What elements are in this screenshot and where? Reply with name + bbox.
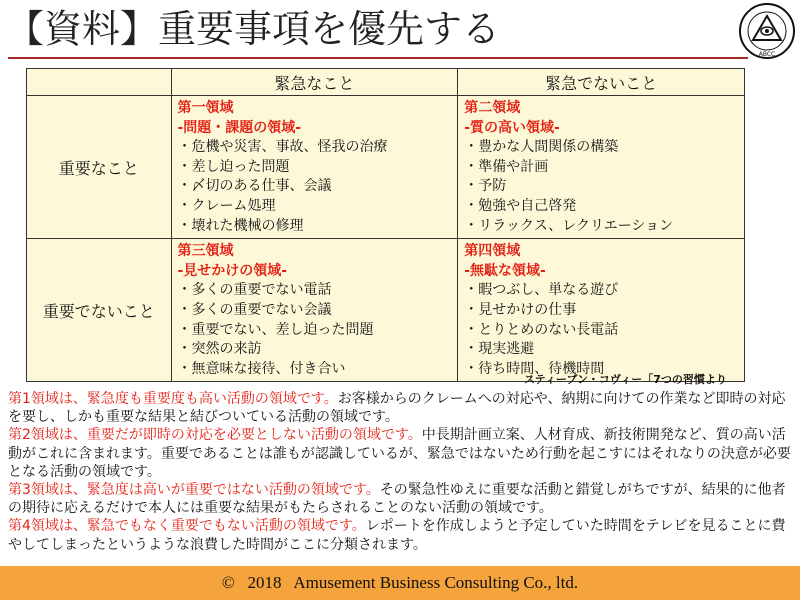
row-header-important: 重要なこと (27, 96, 172, 239)
note-paragraph (8, 390, 794, 426)
note-highlight: 第4領域は、緊急でもなく重要でもない活動の領域です。 (8, 518, 366, 535)
list-item: ・突然の来訪 (177, 341, 262, 358)
list-item: ・予防 (464, 178, 507, 195)
quadrant-items (178, 138, 452, 236)
quadrant-2 (458, 96, 745, 239)
footer-bar (0, 566, 800, 600)
copyright-symbol: © (221, 573, 235, 592)
quadrant-1 (171, 96, 458, 239)
list-item: ・クレーム処理 (177, 197, 276, 214)
list-item: ・無意味な接待、付き合い (177, 360, 346, 377)
note-text: レポートを作成しようと予定していた時間をテレビを見ることに費やしてしまったというような浪費した時間がここに分類されます。 (8, 518, 786, 553)
notes-section (8, 390, 794, 554)
copyright-year: 2018 (247, 573, 282, 592)
quadrant-name: 第二領域 (464, 100, 521, 116)
note-highlight: 第1領域は、緊急度も重要度も高い活動の領域です。 (8, 391, 338, 407)
note-text: その緊急性ゆえに重要な活動と錯覚しがちですが、結果的に他者の期待に応えるだけで本人には重要な結果がもたらされることのない活動の領域です。 (8, 482, 786, 517)
company-name: Amusement Business Consulting Co., ltd. (293, 573, 579, 592)
list-item: ・とりとめのない長電話 (464, 321, 619, 338)
quadrant-name: 第三領域 (177, 243, 234, 260)
logo-text: ABCC (758, 51, 776, 58)
note-highlight: 第3領域は、緊急度は高いが重要ではない活動の領域です。 (8, 482, 380, 499)
list-item: ・多くの重要でない電話 (177, 282, 332, 299)
matrix-corner (27, 69, 172, 96)
list-item: ・現実逃避 (464, 341, 535, 358)
list-item: ・差し迫った問題 (177, 158, 290, 175)
note-text: お客様からのクレームへの対応や、納期に向けての作業など即時の対応を要し、しかも重要な結果と結びついている活動の領域です。 (8, 391, 786, 426)
source-citation: スティーブン・コヴィー「7つの習慣より (524, 373, 727, 386)
col-header-not-urgent: 緊急でないこと (458, 69, 745, 96)
title-underline (8, 57, 748, 59)
list-item: ・危機や災害、事故、怪我の治療 (177, 139, 388, 156)
note-paragraph (8, 481, 794, 517)
time-management-matrix (26, 68, 745, 382)
list-item: ・見せかけの仕事 (464, 301, 577, 318)
row-header-not-important: 重要でないこと (27, 239, 172, 382)
quadrant-4 (458, 239, 745, 382)
page-title: 【資料】重要事項を優先する (6, 7, 501, 51)
note-text: 中長期計画立案、人材育成、新技術開発など、質の高い活動がこれに含まれます。重要であることは誰もが認識しているが、緊急ではないため行動を起こすにはそれなりの決意が必要となる活動の領域です。 (8, 427, 791, 480)
list-item: ・多くの重要でない会議 (177, 301, 332, 318)
note-paragraph (8, 517, 794, 553)
list-item: ・豊かな人間関係の構築 (464, 139, 619, 156)
list-item: ・勉強や自己啓発 (464, 197, 577, 214)
list-item: ・リラックス、レクリエーション (464, 217, 674, 234)
quadrant-3 (171, 239, 458, 382)
eye-triangle-logo-icon (738, 2, 796, 60)
note-highlight: 第2領域は、重要だが即時の対応を必要としない活動の領域です。 (8, 427, 422, 444)
list-item: ・重要でない、差し迫った問題 (177, 321, 374, 338)
quadrant-subtitle: -無駄な領域- (464, 262, 546, 279)
list-item: ・壊れた機械の修理 (177, 217, 304, 234)
company-logo (738, 2, 796, 60)
list-item: ・待ち時間、待機時間 (464, 360, 605, 377)
quadrant-name: 第一領域 (177, 100, 234, 116)
list-item: ・暇つぶし、単なる遊び (464, 282, 619, 299)
quadrant-subtitle: -見せかけの領域- (177, 262, 288, 279)
quadrant-subtitle: -質の高い領域- (464, 119, 560, 136)
col-header-urgent: 緊急なこと (171, 69, 458, 96)
quadrant-name: 第四領域 (464, 243, 521, 260)
note-paragraph (8, 426, 794, 481)
quadrant-subtitle: -問題・課題の領域- (177, 119, 302, 136)
quadrant-items (464, 138, 738, 236)
quadrant-items (464, 281, 738, 379)
list-item: ・〆切のある仕事、会議 (177, 178, 332, 195)
list-item: ・準備や計画 (464, 158, 549, 175)
quadrant-items (178, 281, 452, 379)
